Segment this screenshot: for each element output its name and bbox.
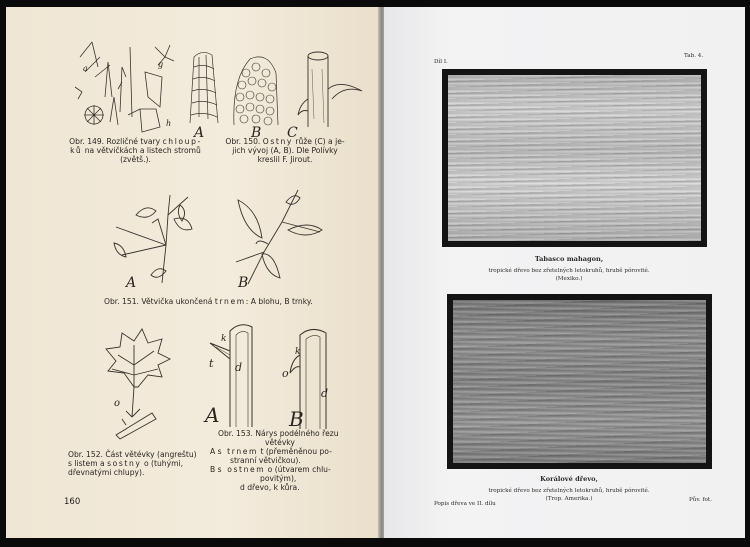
prickle-stage-a-illustration (184, 47, 224, 125)
fig150-letter-a: A (194, 125, 205, 141)
fig153-caption: Obr. 153. Nárys podélného řezu větévky A s trnem t (přeměněnou po- stranní větvičkou). B s ostnem o (útvarem chlu- povitým), d dřevo, k kůra. (210, 429, 339, 492)
blackthorn-twig-a-illustration (96, 185, 206, 285)
mahogany-wood-photo (448, 75, 701, 241)
coralwood-wood-photo (453, 300, 706, 463)
fig151-caption: Obr. 151. Větvička ukončená trnem: A blohu, B trnky. (104, 297, 313, 306)
fig149-caption: Obr. 149. Rozličné tvary chloup- ků na větvičkách a listech stromů (zvětš.). (69, 137, 202, 164)
photo-credit: Pův. fot. (689, 497, 712, 503)
fig149-label-a: a (83, 64, 88, 73)
fig150-caption: Obr. 150. Ostny růže (C) a je- jich vývoj (A, B). Dle Polívky kreslil F. Jirout. (225, 137, 345, 164)
sloe-twig-b-illustration (228, 182, 328, 287)
fig153-b-label-o: o (282, 367, 289, 380)
fig153-letter-a: A (205, 403, 220, 427)
fig151-letter-b: B (238, 275, 249, 291)
footer-note: Popis dřeva ve II. dílu (434, 501, 496, 507)
plate2-caption: Korálové dřevo, tropické dřevo bez zřetelných letokruhů, hrubě pórovité. (Trop. Amerika.) (488, 475, 650, 502)
fig153-b-label-d: d (321, 387, 329, 400)
plate-number: Tab. 4. (684, 53, 704, 59)
volume-label: Díl I. (434, 59, 448, 65)
fig150-letter-b: B (251, 125, 262, 141)
fig152-label-o: o (114, 398, 121, 409)
plate1-caption: Tabasco mahagon, tropické dřevo bez zřetelných letokruhů, hrubě pórovité. (Mexiko.) (488, 255, 650, 282)
left-book-page (6, 7, 380, 538)
coralwood-photo-plate (447, 294, 712, 469)
fig153-letter-b: B (289, 407, 304, 431)
gooseberry-twig-illustration (96, 325, 176, 440)
fig153-a-label-t: t (209, 357, 214, 370)
fig153-a-label-d: d (235, 361, 243, 374)
fig153-b-label-k: k (295, 347, 301, 357)
fig150-letter-c: C (287, 125, 298, 141)
fig152-caption: Obr. 152. Část větévky (angreštu) s listem a sostny o (tuhými, dřevnatými chlupy). (68, 450, 197, 477)
fig149-label-g: g (158, 60, 164, 69)
right-book-page (384, 7, 745, 538)
page-number: 160 (64, 497, 81, 507)
fig153-a-label-k: k (221, 334, 227, 344)
rose-prickle-illustration (288, 49, 364, 129)
fig151-letter-a: A (126, 275, 137, 291)
fig149-label-h: h (166, 119, 172, 128)
mahogany-photo-plate (442, 69, 707, 247)
prickle-stage-b-illustration (230, 49, 282, 127)
hair-shapes-illustration (70, 37, 180, 142)
